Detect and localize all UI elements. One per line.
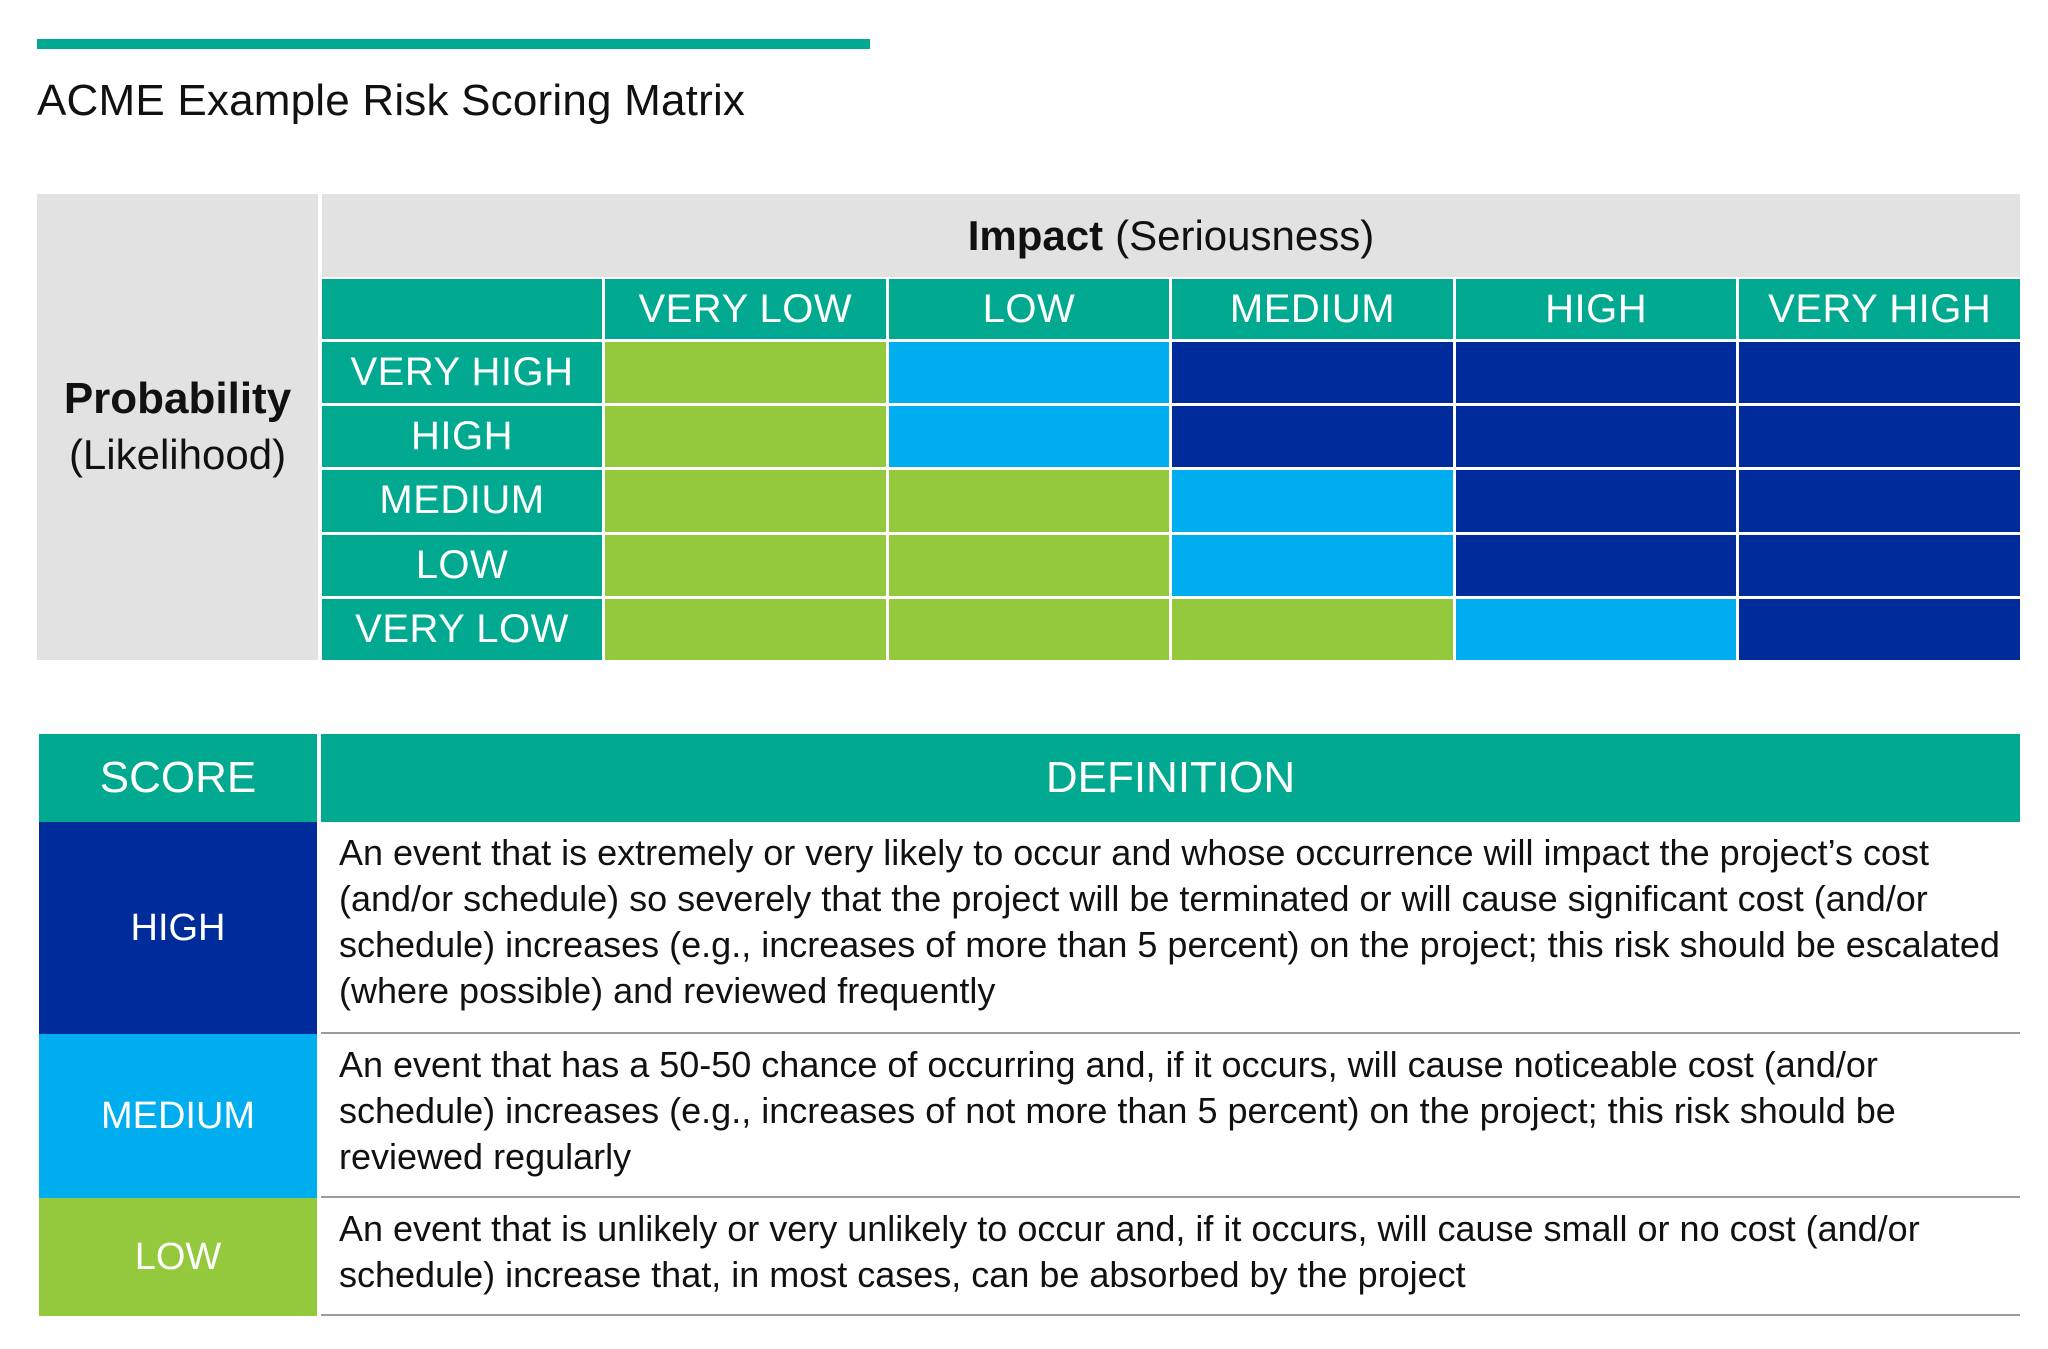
matrix-cell-medium xyxy=(1456,599,1737,660)
matrix-cell-high xyxy=(1739,470,2020,531)
matrix-cell-high xyxy=(1456,535,1737,596)
probability-level-header: VERY LOW xyxy=(322,599,602,660)
accent-bar xyxy=(37,39,870,49)
score-definition-table xyxy=(39,734,2020,1316)
matrix-cell-high xyxy=(1456,406,1737,467)
matrix-cell-low xyxy=(605,470,886,531)
score-medium: MEDIUM xyxy=(39,1034,317,1198)
matrix-cell-high xyxy=(1739,406,2020,467)
impact-level-header: MEDIUM xyxy=(1172,279,1453,339)
matrix-cell-high xyxy=(1739,342,2020,403)
definition-column-header: DEFINITION xyxy=(321,734,2020,822)
risk-matrix xyxy=(37,194,2020,660)
definition-medium: An event that has a 50-50 chance of occurring and, if it occurs, will cause noticeable cost (and/or schedule) increases (e.g., increases of not more than 5 percent) on the project; this risk should be reviewed regularly xyxy=(321,1034,2020,1198)
matrix-cell-medium xyxy=(1172,470,1453,531)
score-high: HIGH xyxy=(39,822,317,1034)
matrix-cell-low xyxy=(605,342,886,403)
impact-axis-label xyxy=(322,194,2020,277)
score-row-medium xyxy=(39,1034,2020,1198)
definition-low: An event that is unlikely or very unlikely to occur and, if it occurs, will cause small or no cost (and/or schedule) increase that, in most cases, can be absorbed by the project xyxy=(321,1198,2020,1316)
matrix-cell-medium xyxy=(1172,535,1453,596)
matrix-cell-high xyxy=(1456,470,1737,531)
matrix-cell-medium xyxy=(889,342,1170,403)
matrix-cell-low xyxy=(889,470,1170,531)
likelihood-label: (Likelihood) xyxy=(68,431,287,478)
probability-level-header: HIGH xyxy=(322,406,602,467)
matrix-cell-high xyxy=(1172,342,1453,403)
matrix-cell-low xyxy=(605,406,886,467)
probability-level-header: VERY HIGH xyxy=(322,342,602,403)
impact-level-header: VERY LOW xyxy=(605,279,886,339)
matrix-grid xyxy=(322,279,2020,660)
impact-level-header: HIGH xyxy=(1456,279,1737,339)
probability-level-header: MEDIUM xyxy=(322,470,602,531)
impact-level-header: LOW xyxy=(889,279,1170,339)
matrix-cell-high xyxy=(1739,599,2020,660)
probability-label: Probability xyxy=(63,374,292,423)
matrix-cell-low xyxy=(605,535,886,596)
definition-high: An event that is extremely or very likely to occur and whose occurrence will impact the project’s cost (and/or schedule) so severely that the project will be terminated or will cause significant cost (and/or schedule) increases (e.g., increases of more than 5 percent) on the project; this risk should be escalated (where possible) and reviewed frequently xyxy=(321,822,2020,1034)
score-column-header: SCORE xyxy=(39,734,317,822)
page-title: ACME Example Risk Scoring Matrix xyxy=(37,76,746,125)
matrix-cell-low xyxy=(889,535,1170,596)
score-table-header xyxy=(39,734,2020,822)
probability-level-header: LOW xyxy=(322,535,602,596)
impact-label: Impact xyxy=(967,211,1104,259)
probability-axis-label xyxy=(37,194,318,660)
score-row-high xyxy=(39,822,2020,1034)
matrix-cell-low xyxy=(889,599,1170,660)
matrix-cell-low xyxy=(605,599,886,660)
matrix-cell-high xyxy=(1456,342,1737,403)
matrix-cell-high xyxy=(1739,535,2020,596)
seriousness-label: (Seriousness) xyxy=(1115,211,1375,259)
matrix-cell-high xyxy=(1172,406,1453,467)
matrix-cell-medium xyxy=(889,406,1170,467)
score-low: LOW xyxy=(39,1198,317,1316)
score-row-low xyxy=(39,1198,2020,1316)
matrix-cell-low xyxy=(1172,599,1453,660)
impact-level-header: VERY HIGH xyxy=(1739,279,2020,339)
matrix-corner xyxy=(322,279,602,339)
